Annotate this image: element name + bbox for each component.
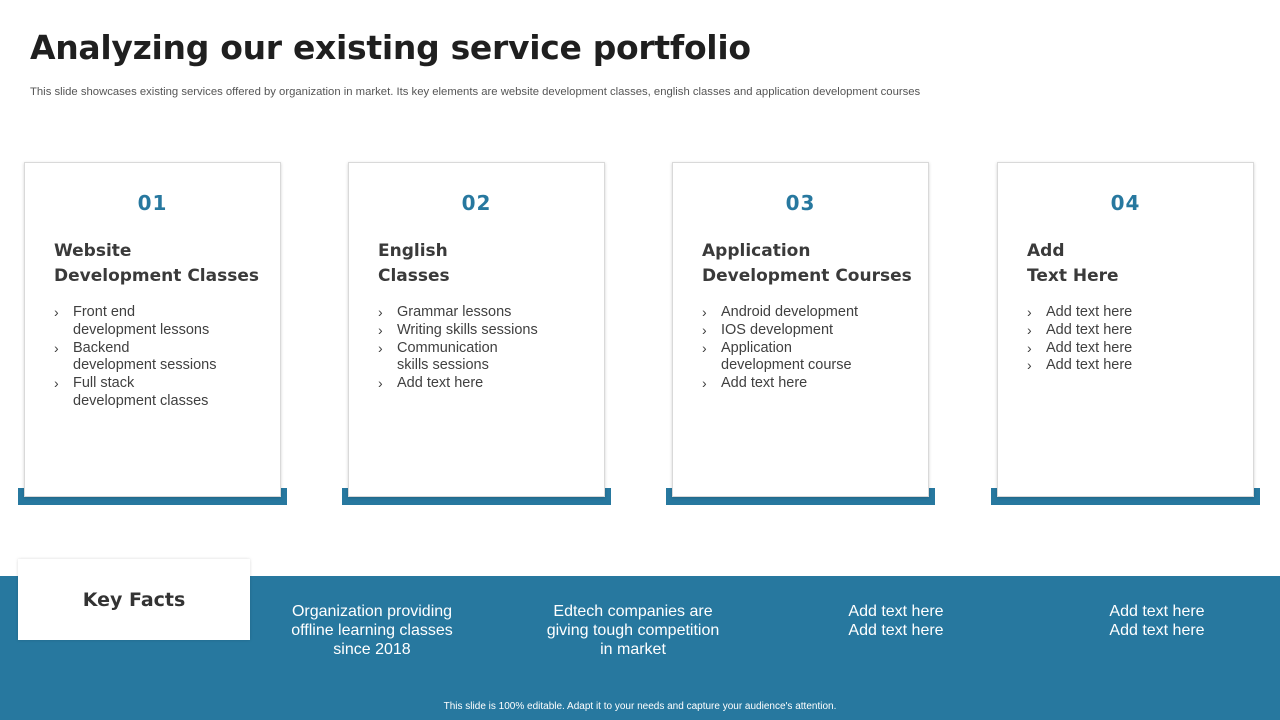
list-item-line: development course bbox=[721, 357, 852, 374]
chevron-right-icon: › bbox=[1027, 321, 1032, 338]
chevron-right-icon: › bbox=[378, 339, 383, 356]
list-item-line: IOS development bbox=[721, 321, 834, 338]
service-card-4 bbox=[991, 162, 1260, 505]
list-item bbox=[54, 340, 264, 376]
card-bullet-list bbox=[378, 304, 588, 393]
list-item bbox=[378, 304, 588, 322]
chevron-right-icon: › bbox=[702, 375, 707, 392]
page-title: Analyzing our existing service portfolio bbox=[30, 28, 751, 67]
list-item-line: skills sessions bbox=[397, 357, 489, 374]
card-heading-line: Development Classes bbox=[54, 266, 259, 286]
list-item bbox=[378, 340, 588, 376]
key-fact-line: in market bbox=[600, 641, 666, 658]
list-item-line: Grammar lessons bbox=[397, 304, 512, 320]
list-item bbox=[702, 340, 912, 376]
chevron-right-icon: › bbox=[378, 321, 383, 338]
list-item bbox=[1027, 322, 1237, 340]
key-fact-line: Add text here bbox=[1109, 603, 1205, 620]
list-item bbox=[1027, 357, 1237, 375]
chevron-right-icon: › bbox=[378, 375, 383, 392]
list-item-line: Add text here bbox=[1046, 304, 1133, 320]
key-fact-line: offline learning classes bbox=[291, 622, 453, 639]
key-fact-4 bbox=[1047, 602, 1267, 640]
key-fact-line: Organization providing bbox=[291, 603, 453, 620]
card-panel bbox=[24, 162, 281, 497]
chevron-right-icon: › bbox=[1027, 304, 1032, 320]
list-item-line: development sessions bbox=[73, 357, 217, 374]
card-number: 03 bbox=[785, 191, 816, 215]
card-heading-line: Website bbox=[54, 241, 132, 261]
card-bullet-list bbox=[1027, 304, 1237, 375]
chevron-right-icon: › bbox=[702, 304, 707, 320]
list-item bbox=[702, 322, 912, 340]
list-item-line: development classes bbox=[73, 392, 209, 409]
card-heading-line: Application bbox=[702, 241, 811, 261]
card-heading bbox=[1027, 239, 1242, 289]
list-item-line: Android development bbox=[721, 304, 859, 320]
chevron-right-icon: › bbox=[1027, 339, 1032, 356]
card-number: 04 bbox=[1110, 191, 1141, 215]
card-heading-line: English bbox=[378, 241, 448, 261]
card-heading-line: Development Courses bbox=[702, 266, 912, 286]
card-heading-line: Classes bbox=[378, 266, 450, 286]
list-item bbox=[54, 304, 264, 340]
list-item bbox=[702, 304, 912, 322]
list-item-line: Add text here bbox=[397, 375, 484, 392]
service-card-1 bbox=[18, 162, 287, 505]
chevron-right-icon: › bbox=[702, 339, 707, 356]
list-item-line: Add text here bbox=[721, 375, 808, 392]
list-item bbox=[1027, 304, 1237, 322]
card-heading bbox=[702, 239, 917, 289]
card-heading bbox=[54, 239, 269, 289]
list-item-line: Add text here bbox=[1046, 357, 1133, 374]
chevron-right-icon: › bbox=[702, 321, 707, 338]
key-fact-line: giving tough competition bbox=[546, 622, 720, 639]
chevron-right-icon: › bbox=[54, 375, 59, 392]
card-number: 01 bbox=[137, 191, 168, 215]
list-item bbox=[54, 375, 264, 411]
key-fact-line: Edtech companies are bbox=[553, 603, 713, 620]
card-panel bbox=[348, 162, 605, 497]
key-fact-1 bbox=[262, 602, 482, 659]
key-fact-line: Add text here bbox=[848, 622, 944, 639]
card-bullet-list bbox=[54, 304, 264, 411]
list-item bbox=[378, 375, 588, 393]
list-item-line: Add text here bbox=[1046, 321, 1133, 338]
card-heading bbox=[378, 239, 593, 289]
card-bullet-list bbox=[702, 304, 912, 393]
card-number: 02 bbox=[461, 191, 492, 215]
chevron-right-icon: › bbox=[1027, 357, 1032, 374]
key-facts-label: Key Facts bbox=[18, 559, 250, 640]
list-item-line: development lessons bbox=[73, 321, 210, 338]
key-fact-line: Add text here bbox=[848, 603, 944, 620]
key-fact-2 bbox=[523, 602, 743, 659]
list-item bbox=[702, 375, 912, 393]
card-panel bbox=[997, 162, 1254, 497]
list-item-line: Add text here bbox=[1046, 339, 1133, 356]
footer-note: This slide is 100% editable. Adapt it to your needs and capture your audience's attention. bbox=[443, 701, 837, 712]
list-item bbox=[378, 322, 588, 340]
page-subtitle: This slide showcases existing services offered by organization in market. Its key elements are website development classes, english classes and application development courses bbox=[30, 86, 921, 98]
list-item bbox=[1027, 340, 1237, 358]
card-panel bbox=[672, 162, 929, 497]
key-fact-line: since 2018 bbox=[333, 641, 411, 658]
key-fact-line: Add text here bbox=[1109, 622, 1205, 639]
list-item-line: Backend bbox=[73, 339, 130, 356]
chevron-right-icon: › bbox=[54, 339, 59, 356]
key-fact-3 bbox=[786, 602, 1006, 640]
card-heading-line: Text Here bbox=[1027, 266, 1119, 286]
card-heading-line: Add bbox=[1027, 241, 1065, 261]
list-item-line: Writing skills sessions bbox=[397, 321, 538, 338]
chevron-right-icon: › bbox=[54, 304, 59, 320]
service-card-3 bbox=[666, 162, 935, 505]
list-item-line: Application bbox=[721, 339, 792, 356]
list-item-line: Communication bbox=[397, 339, 498, 356]
service-card-2 bbox=[342, 162, 611, 505]
chevron-right-icon: › bbox=[378, 304, 383, 320]
list-item-line: Front end bbox=[73, 304, 136, 320]
list-item-line: Full stack bbox=[73, 375, 135, 392]
